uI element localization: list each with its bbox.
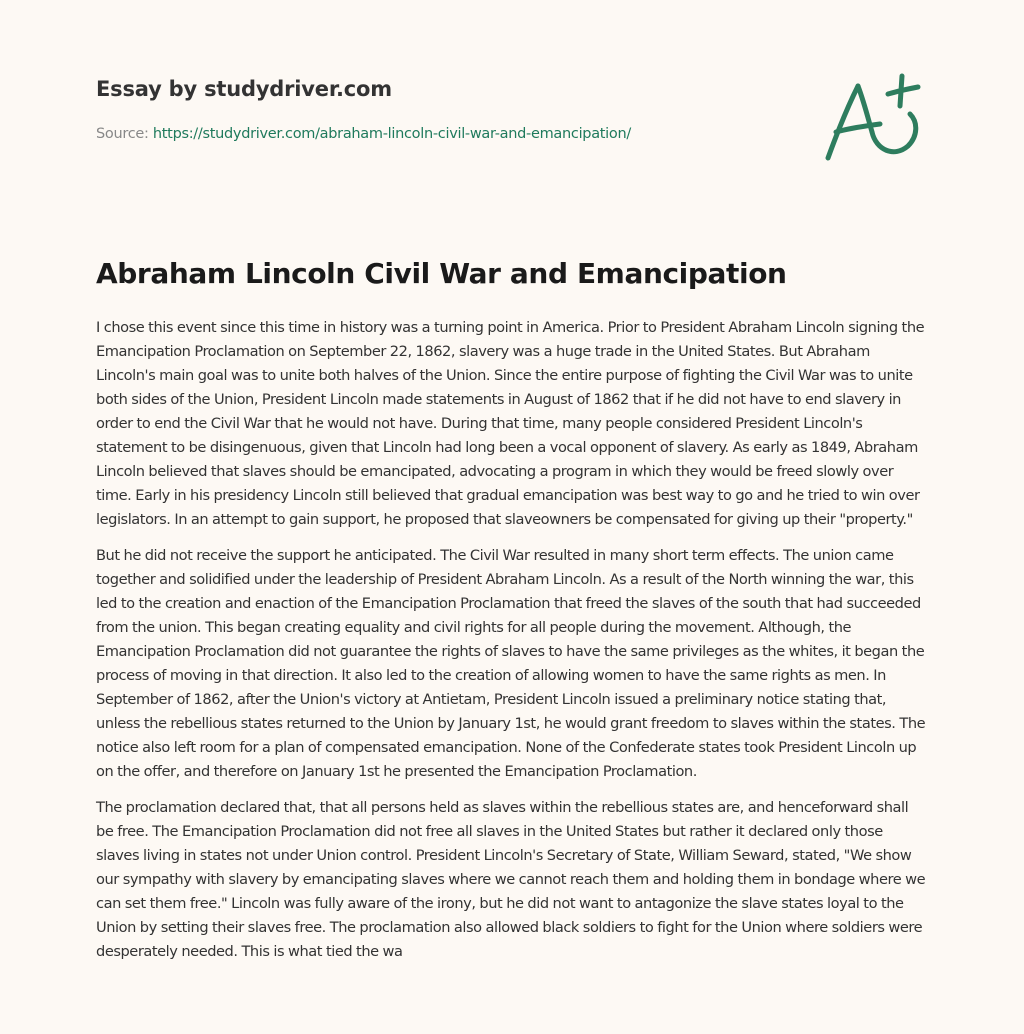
paragraph: I chose this event since this time in history was a turning point in America. Prior to President Abraham Lincoln signing the Emancipation Proclamation on September 22, 1862, slavery was a huge trade in the United States. But Abraham Lincoln's main goal was to unite both halves of the Union. Since the entire purpose of fighting the Civil War was to unite both sides of the Union, President Lincoln made statements in August of 1862 that if he did not have to end slavery in order to end the Civil War that he would not have. During that time, many people considered President Lincoln's statement to be disingenuous, given that Lincoln had long been a vocal opponent of slavery. As early as 1849, Abraham Lincoln believed that slaves should be emancipated, advocating a program in which they would be freed slowly over time. Early in his presidency Lincoln still believed that gradual emancipation was best way to go and he tried to win over legislators. In an attempt to gain support, he proposed that slaveowners be compensated for giving up their "property.": [96, 319, 925, 528]
site-title: Essay by studydriver.com: [96, 77, 392, 101]
page-title: Abraham Lincoln Civil War and Emancipation: [96, 257, 787, 290]
source-link[interactable]: https://studydriver.com/abraham-lincoln-civil-war-and-emancipation/: [152, 126, 631, 142]
essay-body: [96, 316, 928, 976]
source-label: Source:: [96, 126, 153, 142]
essay-header: [96, 74, 796, 144]
paragraph: The proclamation declared that, that all persons held as slaves within the rebellious states are, and henceforward shall be free. The Emancipation Proclamation did not free all slaves in the United States but rather it declared only those slaves living in states not under Union control. President Lincoln's Secretary of State, William Seward, stated, "We show our sympathy with slavery by emancipating slaves where we cannot reach them and holding them in bondage where we can set them free." Lincoln was fully aware of the irony, but he did not want to antagonize the slave states loyal to the Union by setting their slaves free. The proclamation also allowed black soldiers to fight for the Union where soldiers were desperately needed. This is what tied the wa: [96, 799, 926, 960]
source-line: [96, 124, 796, 144]
paragraph: But he did not receive the support he anticipated. The Civil War resulted in many short term effects. The union came together and solidified under the leadership of President Abraham Lincoln. As a result of the North winning the war, this led to the creation and enaction of the Emancipation Proclamation that freed the slaves of the south that had succeeded from the union. This began creating equality and civil rights for all people during the movement. Although, the Emancipation Proclamation did not guarantee the rights of slaves to have the same privileges as the whites, it began the process of moving in that direction. It also led to the creation of allowing women to have the same rights as men. In September of 1862, after the Union's victory at Antietam, President Lincoln issued a preliminary notice stating that, unless the rebellious states returned to the Union by January 1st, he would grant freedom to slaves within the states. The notice also left room for a plan of compensated emancipation. None of the Confederate states took President Lincoln up on the offer, and therefore on January 1st he presented the Emancipation Proclamation.: [96, 547, 926, 780]
a-plus-grade-icon: [820, 66, 932, 166]
